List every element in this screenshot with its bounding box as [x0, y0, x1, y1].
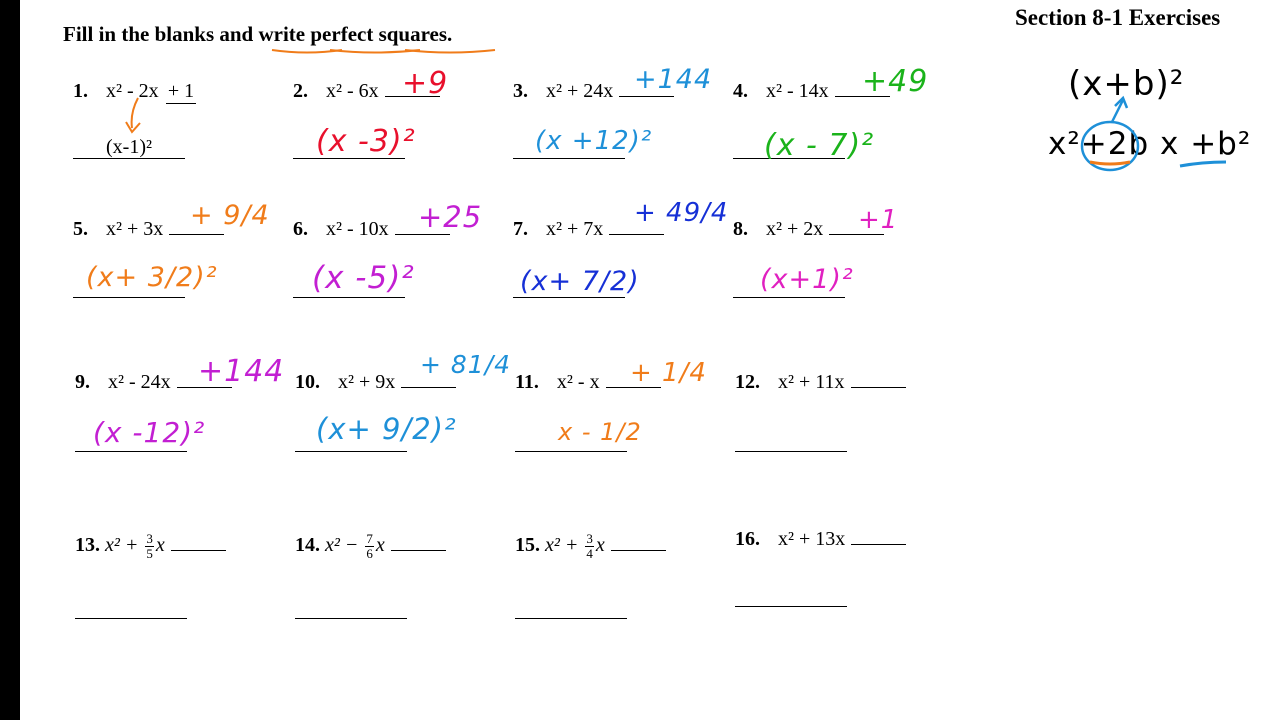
problem-1 — [73, 80, 159, 103]
problem-expression: x² - 14x — [766, 80, 829, 102]
problem-9-blank-fill: +144 — [198, 354, 285, 389]
problem-expression: x² - 24x — [108, 371, 171, 393]
problem-number: 12. — [735, 371, 760, 393]
problem-expression: x² + 11x — [778, 371, 845, 393]
problem-number: 7. — [513, 218, 528, 240]
fill-blank — [171, 534, 226, 551]
problem-12 — [735, 371, 906, 394]
answer-line — [515, 450, 627, 452]
answer-line — [73, 296, 185, 298]
page-edge — [1260, 0, 1280, 720]
problem-6-blank-fill: +25 — [418, 200, 483, 234]
problem-13: 13. x² + $\frac{3}{5}$ x — [75, 532, 226, 561]
problem-number: 16. — [735, 528, 760, 550]
fill-blank — [851, 371, 906, 388]
problem-4-answer: (x - 7)² — [764, 128, 875, 163]
answer-line — [293, 296, 405, 298]
side-note-binomial: (x+b)² — [1068, 64, 1185, 104]
problem-9-answer: (x -12)² — [93, 416, 206, 449]
worksheet-page — [20, 0, 1260, 720]
answer-line — [513, 157, 625, 159]
fraction: $\frac{7}{6}$ — [366, 531, 373, 561]
underline-2b — [1090, 162, 1130, 164]
problem-1-blank-fill: + 1 — [167, 80, 195, 102]
problem-1-answer: (x-1)² — [106, 136, 152, 158]
problem-number: 3. — [513, 80, 528, 102]
problem-number: 1. — [73, 80, 88, 102]
problem-6-answer: (x -5)² — [312, 260, 415, 296]
problem-number: 4. — [733, 80, 748, 102]
problem-expression: x² + 7x — [546, 218, 604, 240]
problem-11-blank-fill: + 1/4 — [630, 358, 707, 388]
answer-line — [75, 450, 187, 452]
problem-expression: x² - x — [556, 371, 600, 393]
answer-line — [295, 450, 407, 452]
answer-line — [735, 605, 847, 607]
fill-blank — [391, 534, 446, 551]
problem-8-answer: (x+1)² — [760, 264, 854, 295]
problem-number: 9. — [75, 371, 90, 393]
problem-15: 15. x² + $\frac{3}{4}$ x — [515, 532, 666, 561]
problem-number: 14. — [295, 534, 320, 557]
problem-4-blank-fill: +49 — [862, 64, 929, 99]
problem-expression: x² + 9x — [338, 371, 396, 393]
problem-number: 10. — [295, 371, 320, 393]
problem-7-answer: (x+ 7/2) — [520, 266, 640, 297]
problem-7-blank-fill: + 49/4 — [634, 198, 729, 228]
fraction: $\frac{3}{5}$ — [146, 531, 153, 561]
fill-blank — [851, 528, 906, 545]
problem-expression: x² + 24x — [546, 80, 614, 102]
problem-14: 14. x² − $\frac{7}{6}$ x — [295, 532, 446, 561]
answer-line — [735, 450, 847, 452]
problem-expression: x² + — [545, 534, 579, 557]
problem-number: 6. — [293, 218, 308, 240]
problem-expression: x² − — [325, 534, 359, 557]
problem-expression: x² + — [105, 534, 139, 557]
problem-5-blank-fill: + 9/4 — [190, 200, 270, 231]
underline-squares — [405, 50, 495, 53]
fraction: $\frac{3}{4}$ — [586, 531, 593, 561]
problem-2-answer: (x -3)² — [316, 124, 416, 159]
problem-number: 5. — [73, 218, 88, 240]
answer-line — [515, 617, 627, 619]
problem-8-blank-fill: +1 — [858, 205, 899, 235]
problem-11-answer: x - 1/2 — [558, 418, 642, 446]
answer-line — [295, 617, 407, 619]
problem-number: 8. — [733, 218, 748, 240]
side-note-expansion: x²+2b x +b² — [1048, 126, 1252, 162]
answer-line — [75, 617, 187, 619]
problem-3-answer: (x +12)² — [535, 126, 653, 156]
problem-number: 15. — [515, 534, 540, 557]
problem-2-blank-fill: +9 — [402, 66, 449, 101]
problem-expression: x² - 10x — [326, 218, 389, 240]
problem-10-blank-fill: + 81/4 — [420, 350, 512, 379]
instructions: Fill in the blanks and write perfect squares. — [63, 22, 453, 46]
problem-16 — [735, 528, 906, 551]
problem-number: 13. — [75, 534, 100, 557]
problem-expression: x² + 2x — [766, 218, 824, 240]
problem-expression: x² - 2x — [106, 80, 159, 102]
answer-line — [733, 296, 845, 298]
arrow-icon — [126, 98, 140, 132]
fill-blank — [611, 534, 666, 551]
problem-10-answer: (x+ 9/2)² — [316, 412, 457, 446]
problem-5-answer: (x+ 3/2)² — [86, 262, 218, 293]
problem-number: 2. — [293, 80, 308, 102]
underline-b-squared — [1180, 162, 1226, 166]
problem-expression: x² - 6x — [326, 80, 379, 102]
underline-write — [272, 50, 342, 53]
underline-perfect — [330, 50, 420, 53]
problem-number: 11. — [515, 371, 539, 393]
problem-expression: x² + 3x — [106, 218, 164, 240]
section-title: Section 8-1 Exercises — [1015, 5, 1221, 30]
problem-3-blank-fill: +144 — [634, 64, 713, 95]
problem-expression: x² + 13x — [778, 528, 846, 550]
